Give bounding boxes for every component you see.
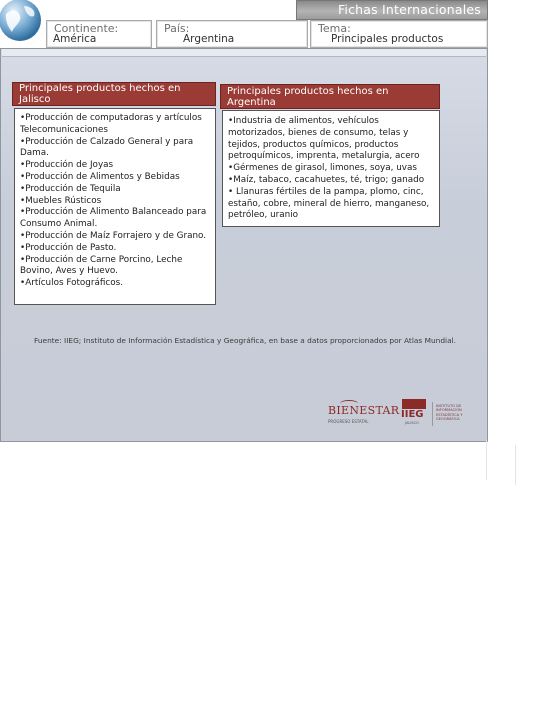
- list-item: Dama.: [20, 148, 49, 159]
- list-item: Bovino, Aves y Huevo.: [20, 266, 118, 277]
- list-item: •Artículos Fotográficos.: [20, 278, 124, 289]
- list-item: tejidos, productos químicos, productos: [228, 139, 399, 150]
- list-item: •Maíz, tabaco, cacahuetes, té, trigo; ganado: [228, 174, 425, 185]
- divider-line: [486, 440, 487, 480]
- source-note: Fuente: IIEG; Instituto de Información Estadística y Geográfica, en base a datos proporcionados por Atlas Mundial.: [34, 336, 457, 345]
- list-item: •Producción de Alimento Balanceado para: [20, 207, 207, 218]
- content-top-strip: [2, 49, 486, 57]
- topic-value: Principales productos: [331, 33, 444, 45]
- institute-logo-text: [436, 404, 480, 422]
- list-item: Telecomunicaciones: [20, 124, 108, 135]
- institute-line: INFORMACIÓN: [436, 408, 462, 413]
- topic-caption: Tema:: [318, 22, 351, 35]
- jalisco-heading-text: Principales productos hechos en Jalisco: [19, 83, 181, 105]
- title-bar: [296, 0, 488, 20]
- list-item: •Producción de Calzado General y para: [20, 136, 194, 147]
- list-item: Consumo Animal.: [20, 219, 98, 230]
- list-item: •Producción de Joyas: [20, 160, 114, 171]
- list-item: •Industria de alimentos, vehículos: [228, 116, 379, 126]
- header: [0, 0, 540, 50]
- bienestar-logo: [328, 402, 400, 428]
- jalisco-panel-heading: [12, 82, 216, 106]
- argentina-panel-heading: [220, 84, 440, 109]
- list-item: • Llanuras fértiles de la pampa, plomo, cinc,: [228, 186, 424, 197]
- continent-field: [46, 20, 152, 48]
- list-item: •Producción de Carne Porcino, Leche: [20, 254, 183, 265]
- iieg-name: IIEG: [401, 409, 424, 420]
- list-item: motorizados, bienes de consumo, telas y: [228, 127, 409, 138]
- logo-divider: [432, 402, 433, 426]
- continent-value: América: [53, 33, 97, 45]
- list-item: estaño, cobre, mineral de hierro, manganeso,: [228, 198, 430, 209]
- list-item: petroquímicos, imprenta, metalurgia, acero: [228, 151, 420, 162]
- institute-line: ESTADÍSTICA Y: [436, 412, 463, 417]
- list-item: •Producción de Alimentos y Bebidas: [20, 171, 180, 182]
- list-item: •Producción de Pasto.: [20, 242, 117, 253]
- list-item: petróleo, uranio: [228, 210, 299, 221]
- institute-line: INSTITUTO DE: [436, 404, 462, 408]
- continent-caption: Continente:: [54, 22, 119, 35]
- iieg-sub: JALISCO: [405, 421, 419, 425]
- list-item: •Producción de computadoras y artículos: [20, 113, 202, 123]
- argentina-heading-text: Principales productos hechos en Argentina: [227, 85, 389, 108]
- country-field: [156, 20, 308, 48]
- bienestar-word: BIENESTAR: [328, 404, 400, 417]
- list-item: •Producción de Maíz Forrajero y de Grano.: [20, 230, 207, 241]
- list-item: •Gérmenes de girasol, limones, soya, uvas: [228, 163, 417, 174]
- divider-line: [515, 445, 516, 485]
- list-item: •Producción de Tequila: [20, 183, 121, 194]
- list-item: •Muebles Rústicos: [20, 195, 102, 206]
- app-title: Fichas Internacionales: [337, 2, 481, 17]
- argentina-products-list: [222, 110, 440, 227]
- iieg-logo: [400, 399, 430, 427]
- bienestar-sub: PROGRESO ESTATAL: [328, 419, 369, 424]
- topic-field: [310, 20, 488, 48]
- institute-line: GEOGRÁFICA: [436, 417, 460, 422]
- country-caption: País:: [164, 22, 190, 35]
- jalisco-products-list: [14, 108, 216, 305]
- iieg-mark: [402, 399, 426, 409]
- country-value: Argentina: [183, 33, 235, 45]
- globe-icon: [0, 0, 48, 48]
